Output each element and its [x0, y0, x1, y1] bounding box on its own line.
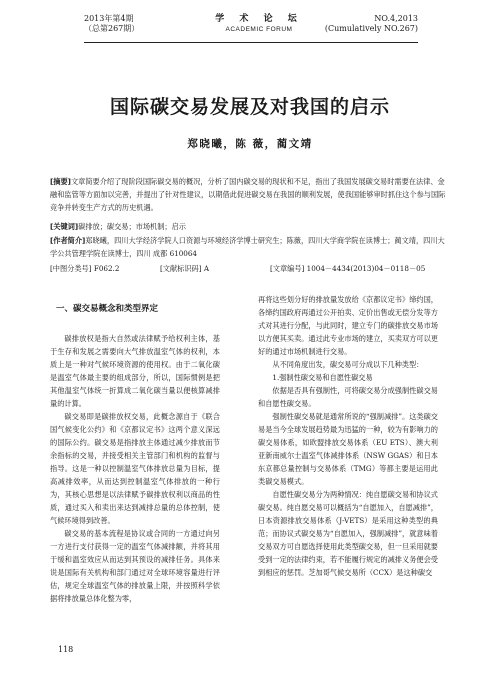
body-column-right — [258, 293, 438, 579]
clc-number: [中图分类号] F062.2 — [50, 264, 120, 273]
abstract — [50, 175, 450, 214]
keywords — [50, 220, 450, 233]
author-info-text: 郑晓曦，四川大学经济学院人口资源与环境经济学博士研究生；陈薇，四川大学商学院在读博士；蔺文靖，四川大学公共管理学院在读博士，四川 成都 610064 — [50, 236, 445, 258]
issue-number-en: NO.4,2013 — [374, 14, 418, 23]
journal-name-cn: 学 术 论 坛 — [215, 14, 303, 24]
body-column-left — [50, 293, 220, 605]
article-number: [文章编号] 1004－4434(2013)04－0118－05 — [270, 264, 426, 273]
body-paragraph: 强制性碳交易就是通常所说的“强制减排”。这类碳交易是当今全球发展趋势最为迅猛的一种，较为有影响力的碳交易体系，如欧盟排放交易体系（EU ETS）、澳大利亚新南威尔士温室气体减排体系（NSW GGAS）和日本东京都总量控制与交易体系（TMG）等都主要是运用此类碳交易模式。 — [258, 412, 438, 486]
classification-row — [50, 264, 450, 276]
document-code: [文献标识码] A — [160, 264, 210, 273]
article-title: 国际碳交易发展及对我国的启示 — [109, 96, 390, 118]
body-paragraph: 自愿性碳交易分为两种情况：纯自愿碳交易和协议式碳交易。纯自愿交易可以概括为“自愿加入，自愿减排”，日本资源排放交易体系（J-VETS）是采用这种类型的典范；而协议式碳交易为“自愿加入，强制减排”，就意味着交易双方可自愿选择使用此类型碳交易，但一旦采用就要受到一定的法律约束，若不能履行规定的减排义务便会受到相应的惩罚。芝加哥气候交易所（CCX）是这种碳交 — [258, 490, 438, 577]
keywords-text: 碳排放；碳交易；市场机制；启示 — [78, 222, 186, 231]
body-paragraph: 碳交易的基本流程是协议或合同的一方通过向另一方进行支付获得一定的温室气体减排额，并将其用于缓和温室效应从而达到其预设的减排任务。具体来说是国际有关机构和部门通过对全球环境容量进行评估，规定全球温室气体的排放量上限，并按照科学依据将排放量总体化整为零， — [50, 529, 220, 603]
issue-number-cn: 2013年第4期 — [84, 14, 134, 23]
page-number: 118 — [58, 645, 74, 654]
author-info — [50, 234, 450, 260]
issue-info-en — [325, 14, 418, 34]
issue-info-cn — [84, 14, 139, 34]
body-paragraph: 碳交易即是碳排放权交易，此概念源自于《联合国气候变化公约》和《京都议定书》这两个意义深远的国际公约。碳交易是指排放主体通过减少排放而节余指标的交易，并接受相关主管部门和机构的监督与指导。这是一种以控制温室气体排放总量为目标，提高减排效率，从而达到控制温室气体排放的一种行为，其核心思想是以法律赋予碳排放权利以商品的性质，通过买入和卖出来达到减排总量的总体控制，使气候环境得到改善。 — [50, 412, 220, 525]
header-rule — [84, 42, 418, 43]
author-info-label: [作者简介] — [50, 236, 86, 245]
issue-total-en: (Cumulatively NO.267) — [324, 24, 418, 33]
journal-name — [214, 14, 304, 34]
keywords-label: [关键词] — [50, 222, 79, 231]
body-paragraph: 从不同角度出发，碳交易可分成以下几种类型： — [272, 360, 424, 369]
article-authors: 郑晓曦，陈 薇，蔺文靖 — [187, 138, 313, 150]
subsection-title: 1.强制性碳交易和自愿性碳交易 — [272, 373, 373, 382]
body-paragraph: 碳排放权是指大自然或法律赋予给权利主体，基于生存和发展之需要向大气排放温室气体的权利，本质上是一种对气候环境资源的使用权。由于二氧化碳是温室气体最主要的组成部分，所以，国际惯例是把其他温室气体统一折算成二氧化碳当量以便核算减排量的计算。 — [50, 334, 220, 408]
journal-name-en: ACADEMIC FORUM — [225, 26, 293, 33]
issue-total-cn: （总第267期） — [84, 24, 140, 33]
abstract-text: 文章简要介绍了现阶段国际碳交易的概况，分析了国内碳交易的现状和不足，指出了我国发展碳交易时需要在法律、金融和监管等方面加以完善，并提出了针对性建议，以期借此促进碳交易在我国的顺利发展，使我国能够审时抓住这个参与国际竞争并转变生产方式的历史机遇。 — [50, 177, 446, 212]
abstract-label: [摘要] — [50, 177, 71, 186]
section-title: 一、碳交易概念和类型界定 — [56, 304, 159, 314]
body-paragraph: 依据是否具有强制性，可将碳交易分成强制性碳交易和自愿性碳交易。 — [258, 386, 438, 408]
body-paragraph: 再将这些划分好的排放量发放给《京都议定书》缔约国，各缔约国政府再通过公开拍卖、定价出售或无偿分发等方式对其进行分配，与此同时，建立专门的碳排放交易市场以方便其买卖。通过此专业市场的建立，买卖双方可以更好的通过市场机制进行交易。 — [258, 295, 438, 356]
